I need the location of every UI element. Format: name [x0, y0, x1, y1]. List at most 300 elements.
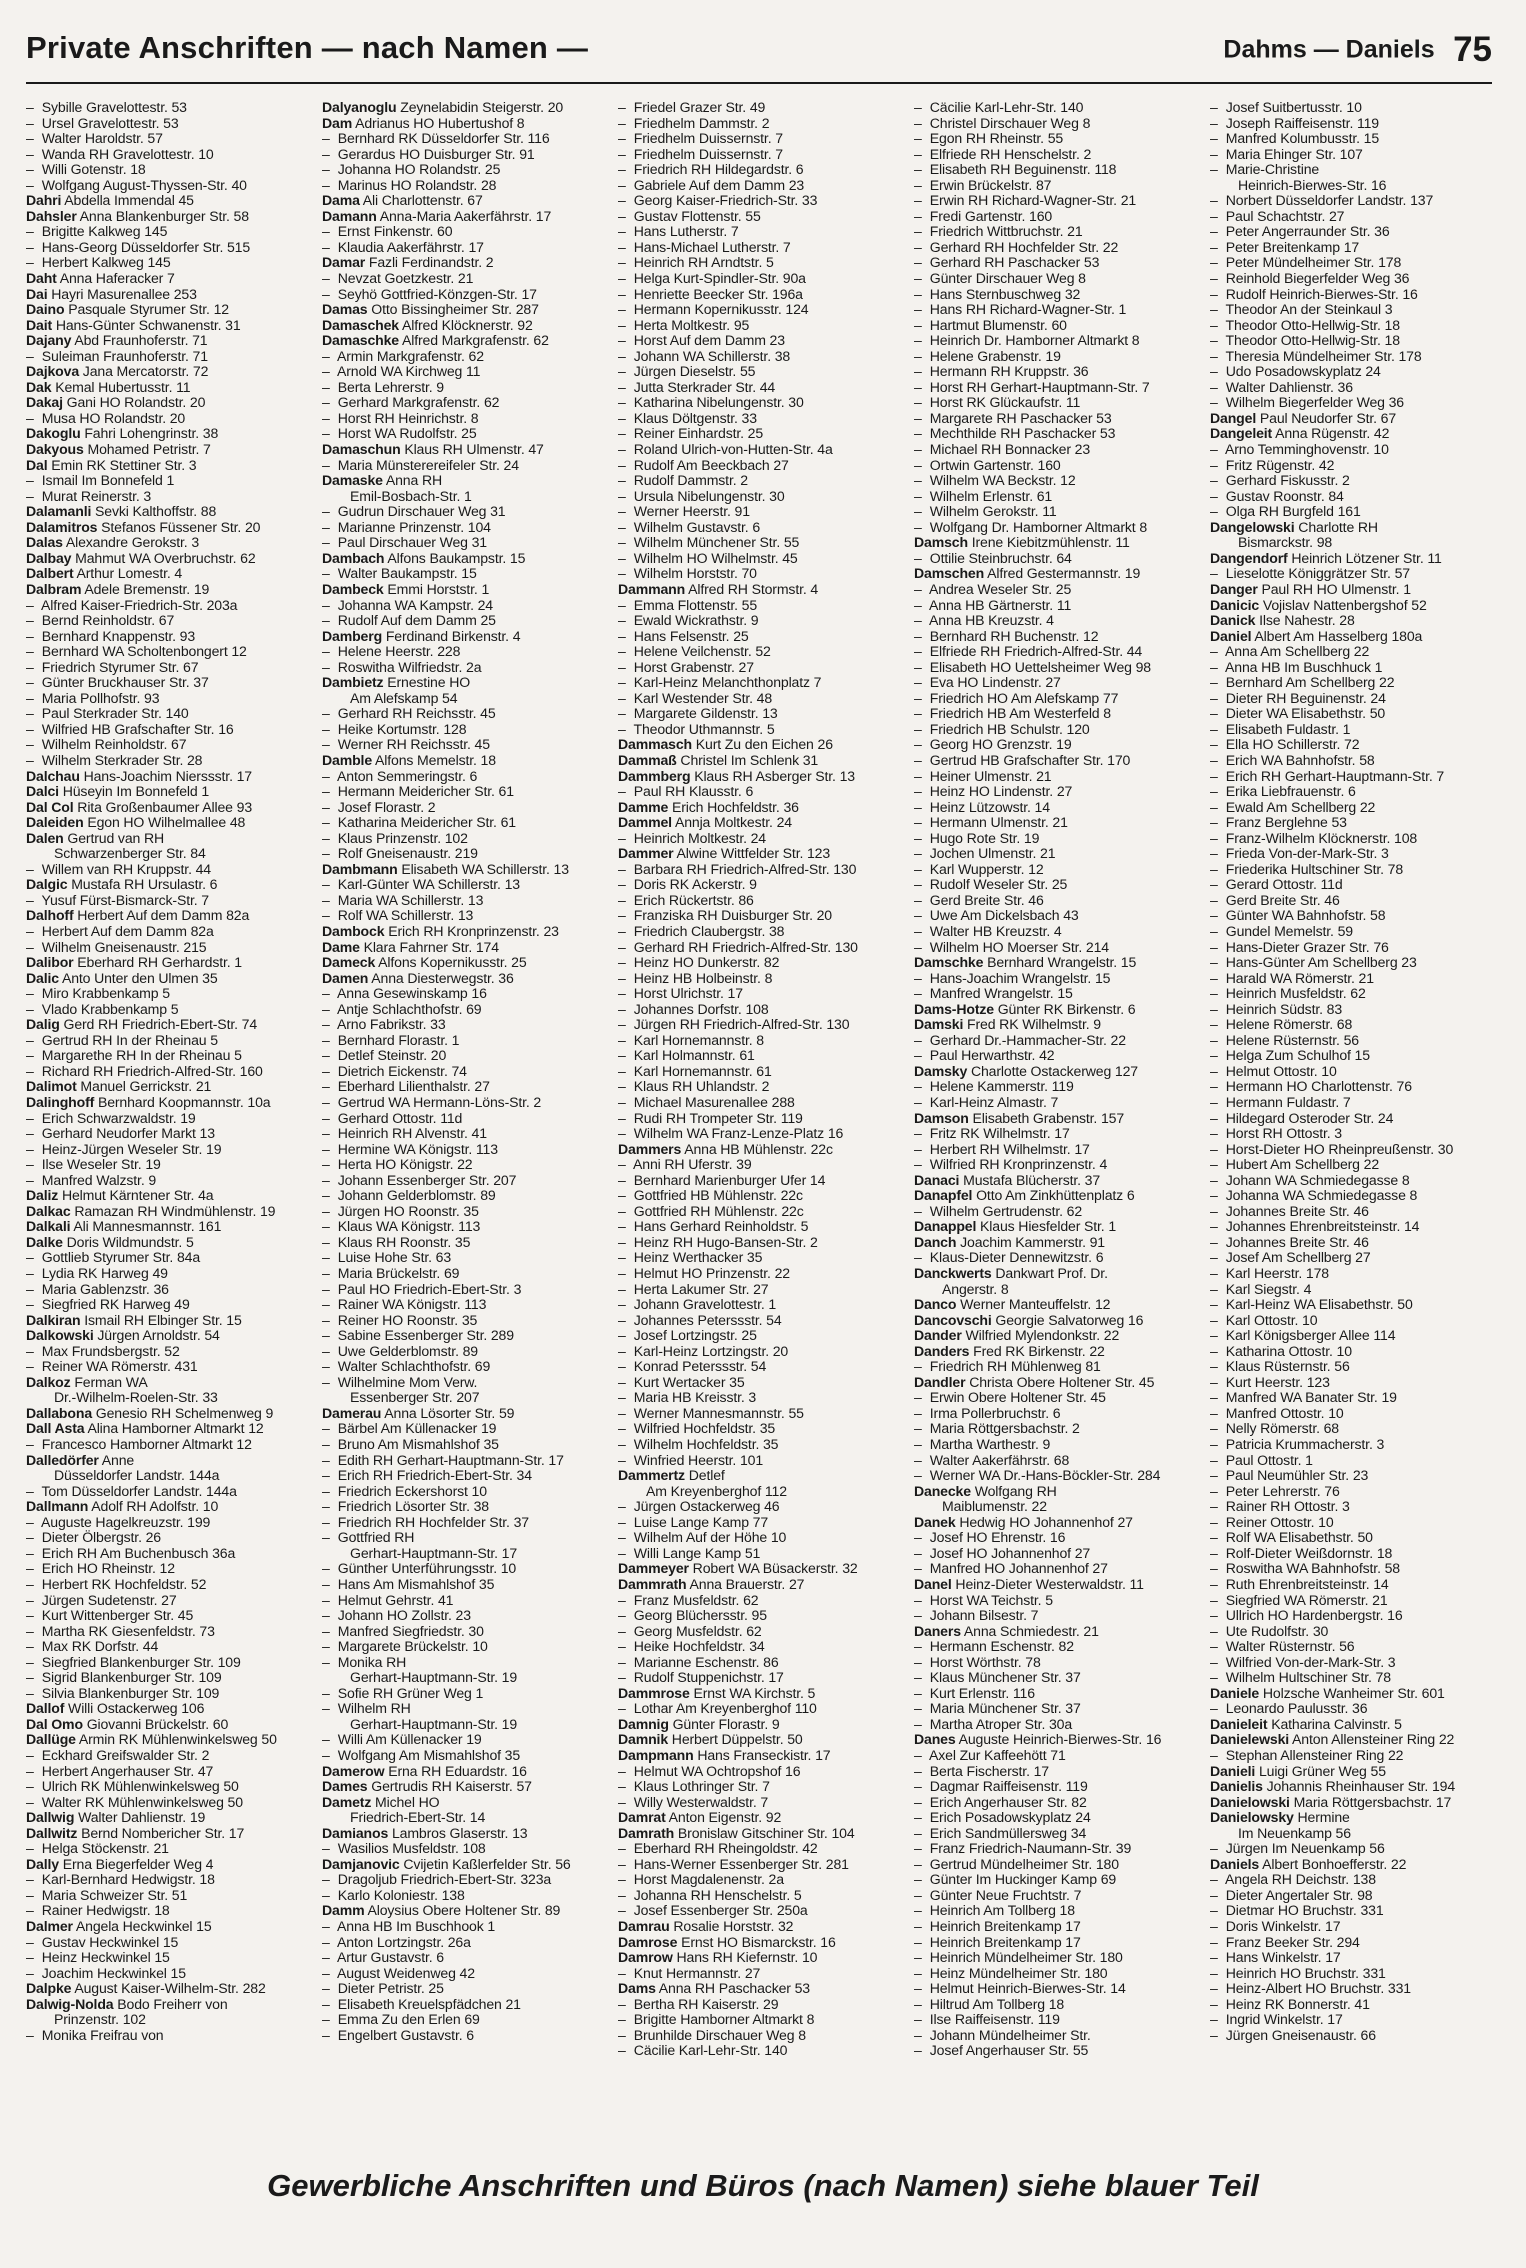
- surname: Dambach: [322, 550, 385, 566]
- entry-text: Doris Wildmundstr. 5: [66, 1234, 194, 1250]
- surname: Dammaß: [618, 752, 677, 768]
- directory-entry: [618, 737, 900, 753]
- directory-entry: [322, 753, 604, 769]
- entry-text: Ortwin Gartenstr. 160: [929, 457, 1061, 473]
- entry-text: Hans-Michael Lutherstr. 7: [633, 239, 791, 255]
- same-surname-dash: –: [322, 1079, 330, 1095]
- directory-entry: [322, 100, 604, 116]
- surname: Dammer: [618, 846, 674, 862]
- surname: Dai: [26, 286, 48, 302]
- same-surname-dash: –: [26, 410, 34, 426]
- entry-text: Wolfgang Dr. Hamborner Altmarkt 8: [929, 519, 1148, 535]
- directory-entry: [618, 224, 900, 240]
- entry-text: Helmut Kärntener Str. 4a: [61, 1188, 214, 1204]
- directory-entry: [322, 1966, 604, 1982]
- same-surname-dash: –: [914, 644, 922, 660]
- same-surname-dash: –: [618, 271, 626, 287]
- directory-entry: [618, 1888, 900, 1904]
- directory-entry: [26, 411, 308, 427]
- entry-text: Erich RH Gerhart-Hauptmann-Str. 7: [1225, 768, 1445, 784]
- directory-entry: [618, 1250, 900, 1266]
- entry-text: Roswitha Wilfriedstr. 2a: [337, 659, 482, 675]
- directory-entry: [322, 1903, 604, 1919]
- directory-entry: [618, 162, 900, 178]
- entry-text: Karl Hornemannstr. 8: [633, 1032, 764, 1048]
- entry-text: Erwin Obere Holtener Str. 45: [929, 1390, 1106, 1406]
- directory-entry: [26, 598, 308, 614]
- same-surname-dash: –: [1210, 908, 1218, 924]
- same-surname-dash: –: [914, 675, 922, 691]
- directory-entry: [1210, 1282, 1492, 1298]
- entry-text: Erich Rückertstr. 86: [633, 892, 754, 908]
- entry-text: Anna Gesewinskamp 16: [337, 986, 487, 1002]
- same-surname-dash: –: [914, 1608, 922, 1624]
- directory-entry: [914, 489, 1196, 505]
- same-surname-dash: –: [618, 675, 626, 691]
- directory-entry: [618, 1359, 900, 1375]
- entry-text: Kurt Zu den Eichen 26: [695, 737, 833, 753]
- directory-entry: [322, 147, 604, 163]
- same-surname-dash: –: [1210, 1514, 1218, 1530]
- entry-text: Walter RK Mühlenwinkelsweg 50: [41, 1794, 243, 1810]
- directory-entry: [26, 1764, 308, 1780]
- same-surname-dash: –: [1210, 1312, 1218, 1328]
- entry-text: Alfred RH Stormstr. 4: [688, 581, 819, 597]
- directory-entry: [618, 349, 900, 365]
- same-surname-dash: –: [618, 1234, 626, 1250]
- directory-entry: [618, 1670, 900, 1686]
- directory-entry: [618, 395, 900, 411]
- directory-entry: [618, 877, 900, 893]
- entry-text: Paul Neumühler Str. 23: [1225, 1468, 1369, 1484]
- same-surname-dash: –: [26, 115, 34, 131]
- same-surname-dash: –: [618, 1421, 626, 1437]
- directory-entry: [618, 1530, 900, 1546]
- entry-text: Erich Sandmüllersweg 34: [929, 1825, 1087, 1841]
- directory-entry: [914, 1157, 1196, 1173]
- directory-entry: [26, 1499, 308, 1515]
- entry-text: Klaus Döltgenstr. 33: [633, 410, 757, 426]
- entry-text: Günter WA Bahnhofstr. 58: [1225, 908, 1386, 924]
- entry-text: Johann Essenberger Str. 207: [337, 1172, 517, 1188]
- same-surname-dash: –: [618, 1701, 626, 1717]
- same-surname-dash: –: [26, 1437, 34, 1453]
- entry-text: Herbert Kalkweg 145: [41, 255, 171, 271]
- same-surname-dash: –: [1210, 224, 1218, 240]
- same-surname-dash: –: [618, 1017, 626, 1033]
- surname: Dandler: [914, 1374, 966, 1390]
- directory-entry: [322, 908, 604, 924]
- entry-text: Harald WA Römerstr. 21: [1225, 970, 1374, 986]
- directory-entry: [618, 1390, 900, 1406]
- same-surname-dash: –: [322, 892, 330, 908]
- entry-text: Gerhard Fiskusstr. 2: [1225, 473, 1350, 489]
- entry-text: Werner RH Reichsstr. 45: [337, 737, 490, 753]
- entry-text: Musa HO Rolandstr. 20: [41, 410, 186, 426]
- entry-text: Franz Beeker Str. 294: [1225, 1934, 1360, 1950]
- directory-entry: [914, 380, 1196, 396]
- entry-text: Dieter RH Beguinenstr. 24: [1225, 690, 1386, 706]
- surname: Dally: [26, 1856, 59, 1872]
- directory-entry: [26, 862, 308, 878]
- entry-text: Ernst HO Bismarckstr. 16: [681, 1934, 836, 1950]
- same-surname-dash: –: [914, 1468, 922, 1484]
- directory-entry: [914, 1266, 1196, 1282]
- entry-text: Ingrid Winkelstr. 17: [1225, 2012, 1343, 2028]
- same-surname-dash: –: [914, 1437, 922, 1453]
- entry-text: Fritz Rügenstr. 42: [1225, 457, 1335, 473]
- directory-entry: [322, 2028, 604, 2044]
- directory-entry: [1210, 566, 1492, 582]
- directory-entry: [322, 442, 604, 458]
- entry-text: Fred RK Wilhelmstr. 9: [967, 1017, 1101, 1033]
- entry-text: Dieter WA Elisabethstr. 50: [1225, 706, 1386, 722]
- directory-entry: [1210, 582, 1492, 598]
- entry-text: Barbara RH Friedrich-Alfred-Str. 130: [633, 861, 857, 877]
- entry-text: Margarethe RH In der Rheinau 5: [41, 1048, 242, 1064]
- same-surname-dash: –: [1210, 768, 1218, 784]
- entry-text: Anton Eigenstr. 92: [668, 1810, 782, 1826]
- directory-entry: [322, 1328, 604, 1344]
- same-surname-dash: –: [1210, 317, 1218, 333]
- directory-entry: [618, 535, 900, 551]
- entry-text: Alwine Wittfelder Str. 123: [676, 846, 831, 862]
- directory-entry: [322, 1577, 604, 1593]
- entry-text: Wilhelm Gustavstr. 6: [633, 519, 761, 535]
- same-surname-dash: –: [26, 1281, 34, 1297]
- directory-entry: [26, 1717, 308, 1733]
- same-surname-dash: –: [1210, 1468, 1218, 1484]
- same-surname-dash: –: [1210, 2012, 1218, 2028]
- directory-entry: [322, 178, 604, 194]
- directory-entry: [26, 100, 308, 116]
- directory-entry: [26, 613, 308, 629]
- directory-entry: [1210, 1577, 1492, 1593]
- directory-entry: [322, 893, 604, 909]
- directory-entry: [1210, 1857, 1492, 1873]
- same-surname-dash: –: [1210, 815, 1218, 831]
- entry-text: Cäcilie Karl-Lehr-Str. 140: [929, 100, 1084, 115]
- directory-entry: [1210, 1701, 1492, 1717]
- surname: Dakoglu: [26, 426, 81, 442]
- entry-text: Gottfried RH: [337, 1530, 415, 1546]
- same-surname-dash: –: [322, 1172, 330, 1188]
- surname: Dammertz: [618, 1468, 685, 1484]
- surname: Dammeyer: [618, 1561, 689, 1577]
- entry-text: Ilse Nahestr. 28: [1259, 613, 1355, 629]
- directory-entry: [618, 1935, 900, 1951]
- entry-text: Klaudia Aakerfährstr. 17: [337, 239, 484, 255]
- directory-entry: [1210, 1375, 1492, 1391]
- directory-entry: [26, 629, 308, 645]
- directory-entry: [914, 924, 1196, 940]
- directory-entry: [914, 147, 1196, 163]
- same-surname-dash: –: [618, 1514, 626, 1530]
- entry-text: Reiner WA Römerstr. 431: [41, 1359, 198, 1375]
- same-surname-dash: –: [914, 970, 922, 986]
- directory-entry: [618, 551, 900, 567]
- same-surname-dash: –: [914, 426, 922, 442]
- entry-text: Sofie RH Grüner Weg 1: [337, 1685, 484, 1701]
- entry-text: Helga Kurt-Spindler-Str. 90a: [633, 271, 806, 287]
- surname: Damianos: [322, 1825, 389, 1841]
- directory-entry: [914, 1344, 1196, 1360]
- entry-text: Wilhelm Sterkrader Str. 28: [41, 752, 203, 768]
- entry-text: Horst WA Teichstr. 5: [929, 1592, 1053, 1608]
- entry-text: Gertrud Mündelheimer Str. 180: [929, 1856, 1119, 1872]
- directory-entry: [322, 1841, 604, 1857]
- page-title: Private Anschriften — nach Namen —: [26, 30, 589, 65]
- same-surname-dash: –: [322, 519, 330, 535]
- entry-text: Bernd Nombericher Str. 17: [81, 1825, 245, 1841]
- surname: Danckwerts: [914, 1266, 992, 1282]
- directory-entry: [1210, 1173, 1492, 1189]
- directory-entry: [1210, 1328, 1492, 1344]
- entry-text: Rolf-Dieter Weißdornstr. 18: [1225, 1545, 1393, 1561]
- same-surname-dash: –: [914, 1654, 922, 1670]
- entry-text: Mahmut WA Overbruchstr. 62: [75, 550, 256, 566]
- same-surname-dash: –: [26, 1110, 34, 1126]
- entry-text: Ruth Ehrenbreitsteinstr. 14: [1225, 1576, 1389, 1592]
- same-surname-dash: –: [322, 1514, 330, 1530]
- entry-text: Maiblumenstr. 22: [942, 1499, 1047, 1515]
- surname: Danaci: [914, 1172, 960, 1188]
- surname: Dalkac: [26, 1203, 71, 1219]
- surname: Dalyanoglu: [322, 100, 397, 115]
- same-surname-dash: –: [1210, 1032, 1218, 1048]
- directory-entry: [618, 1826, 900, 1842]
- entry-text: Jürgen Gneisenaustr. 66: [1225, 2027, 1376, 2043]
- entry-text: Manfred Wrangelstr. 15: [929, 986, 1073, 1002]
- same-surname-dash: –: [618, 1048, 626, 1064]
- directory-entry: [1210, 1437, 1492, 1453]
- directory-entry: [322, 1266, 604, 1282]
- same-surname-dash: –: [1210, 846, 1218, 862]
- same-surname-dash: –: [322, 597, 330, 613]
- same-surname-dash: –: [1210, 302, 1218, 318]
- entry-text: Manfred Siegfriedstr. 30: [337, 1623, 484, 1639]
- entry-text: Rudolf Am Beeckbach 27: [633, 457, 789, 473]
- directory-entry: [1210, 442, 1492, 458]
- directory-entry: [1210, 1561, 1492, 1577]
- same-surname-dash: –: [1210, 1887, 1218, 1903]
- entry-text: Günter Im Huckinger Kamp 69: [929, 1872, 1117, 1888]
- same-surname-dash: –: [618, 1608, 626, 1624]
- directory-entry: [26, 551, 308, 567]
- same-surname-dash: –: [1210, 1328, 1218, 1344]
- entry-text: Johannes Breite Str. 46: [1225, 1234, 1369, 1250]
- entry-text: Adolf RH Adolfstr. 10: [91, 1499, 219, 1515]
- directory-entry: [914, 1204, 1196, 1220]
- directory-entry: [322, 1981, 604, 1997]
- entry-text: Am Alefskamp 54: [350, 690, 458, 706]
- entry-text: Dagmar Raiffeisenstr. 119: [929, 1779, 1088, 1795]
- entry-text: Ottilie Steinbruchstr. 64: [929, 550, 1072, 566]
- directory-entry: [1210, 1732, 1492, 1748]
- entry-text: Ferman WA: [74, 1374, 148, 1390]
- same-surname-dash: –: [1210, 488, 1218, 504]
- entry-text: Ali Mannesmannstr. 161: [73, 1219, 222, 1235]
- directory-entry: [618, 442, 900, 458]
- same-surname-dash: –: [618, 566, 626, 582]
- entry-text: Egon HO Wilhelmallee 48: [87, 815, 246, 831]
- directory-entry: [1210, 1717, 1492, 1733]
- directory-entry: [1210, 426, 1492, 442]
- entry-text: Marie-Christine: [1225, 162, 1320, 178]
- same-surname-dash: –: [322, 131, 330, 147]
- entry-text: Lothar Am Kreyenberghof 110: [633, 1701, 817, 1717]
- directory-entry: [1210, 1779, 1492, 1795]
- surname: Dammers: [618, 1141, 682, 1157]
- entry-text: Bernhard WA Scholtenbongert 12: [41, 644, 247, 660]
- entry-text: Arno Fabrikstr. 33: [337, 1017, 446, 1033]
- surname: Dalkowski: [26, 1328, 94, 1344]
- entry-text: Alfred Gestermannstr. 19: [987, 566, 1141, 582]
- entry-text: Olga RH Burgfeld 161: [1225, 504, 1361, 520]
- entry-text: Helene Veilchenstr. 52: [633, 644, 771, 660]
- directory-entry: [914, 318, 1196, 334]
- directory-entry: [914, 1390, 1196, 1406]
- entry-text: Wilhelm Hultschiner Str. 78: [1225, 1670, 1391, 1686]
- same-surname-dash: –: [322, 846, 330, 862]
- same-surname-dash: –: [618, 706, 626, 722]
- same-surname-dash: –: [26, 1903, 34, 1919]
- same-surname-dash: –: [618, 100, 626, 115]
- surname: Dam: [322, 115, 353, 131]
- same-surname-dash: –: [914, 1390, 922, 1406]
- entry-text: Jutta Sterkrader Str. 44: [633, 379, 776, 395]
- directory-entry: [322, 1919, 604, 1935]
- directory-entry: [618, 1546, 900, 1562]
- directory-entry: [618, 1655, 900, 1671]
- same-surname-dash: –: [26, 923, 34, 939]
- entry-text: Klaus Lothringer Str. 7: [633, 1779, 770, 1795]
- same-surname-dash: –: [1210, 799, 1218, 815]
- entry-text: Elisabeth Grabenstr. 157: [972, 1110, 1125, 1126]
- directory-entry: [618, 520, 900, 536]
- directory-entry: [322, 287, 604, 303]
- surname: Damberg: [322, 628, 383, 644]
- entry-text: Hermann Meidericher Str. 61: [337, 784, 514, 800]
- surname: Damaschun: [322, 442, 401, 458]
- entry-text: Heinz Werthacker 35: [633, 1250, 763, 1266]
- entry-text: Johannis Rheinhauser Str. 194: [1266, 1779, 1456, 1795]
- directory-entry: [322, 815, 604, 831]
- directory-entry: [1210, 706, 1492, 722]
- directory-entry: [322, 955, 604, 971]
- directory-entry: [26, 1950, 308, 1966]
- same-surname-dash: –: [26, 146, 34, 162]
- surname: Dangelowski: [1210, 519, 1295, 535]
- directory-entry: [26, 1453, 308, 1469]
- directory-entry: [618, 1872, 900, 1888]
- same-surname-dash: –: [618, 1157, 626, 1173]
- directory-entry: [322, 551, 604, 567]
- directory-entry: [914, 411, 1196, 427]
- same-surname-dash: –: [1210, 1530, 1218, 1546]
- directory-entry: [1210, 380, 1492, 396]
- directory-entry: [618, 1841, 900, 1857]
- entry-text: Hans Winkelstr. 17: [1225, 1950, 1341, 1966]
- entry-text: Alfred Markgrafenstr. 62: [402, 333, 549, 349]
- directory-entry: [1210, 737, 1492, 753]
- directory-entry: [26, 971, 308, 987]
- same-surname-dash: –: [618, 1063, 626, 1079]
- entry-text: Jürgen HO Roonstr. 35: [337, 1203, 479, 1219]
- surname: Dallmann: [26, 1499, 89, 1515]
- entry-text: Friedrich HB Schulstr. 120: [929, 721, 1090, 737]
- directory-entry: [322, 1717, 604, 1733]
- directory-entry: [26, 1608, 308, 1624]
- entry-text: Anna-Maria Aakerfährstr. 17: [379, 208, 552, 224]
- entry-text: Johann Bilsestr. 7: [929, 1608, 1039, 1624]
- entry-text: Wilhelm Münchener Str. 55: [633, 535, 800, 551]
- directory-entry: [914, 1608, 1196, 1624]
- entry-text: Hans-Dieter Grazer Str. 76: [1225, 939, 1389, 955]
- entry-text: Jürgen Im Neuenkamp 56: [1225, 1841, 1385, 1857]
- directory-entry: [26, 426, 308, 442]
- directory-entry: [26, 2028, 308, 2044]
- entry-text: Sigrid Blankenburger Str. 109: [41, 1670, 222, 1686]
- same-surname-dash: –: [322, 1219, 330, 1235]
- directory-entry: [322, 116, 604, 132]
- entry-text: Erwin Brückelstr. 87: [929, 177, 1052, 193]
- entry-text: Heinrich Dr. Hamborner Altmarkt 8: [929, 333, 1140, 349]
- directory-entry: [914, 893, 1196, 909]
- entry-text: Suleiman Fraunhoferstr. 71: [41, 348, 208, 364]
- directory-entry: [26, 1997, 308, 2013]
- same-surname-dash: –: [322, 737, 330, 753]
- directory-entry: [618, 364, 900, 380]
- entry-text: Ursel Gravelottestr. 53: [41, 115, 179, 131]
- entry-text: Herbert RH Wilhelmstr. 17: [929, 1141, 1090, 1157]
- directory-entry: [618, 706, 900, 722]
- entry-text: Friedrich RH Hildegardstr. 6: [633, 162, 804, 178]
- same-surname-dash: –: [1210, 1670, 1218, 1686]
- directory-entry: [322, 1048, 604, 1064]
- entry-text: Heinrich Moltkestr. 24: [633, 830, 766, 846]
- directory-entry: [914, 1655, 1196, 1671]
- entry-text: Heinrich Südstr. 83: [1225, 1001, 1343, 1017]
- surname: Dalic: [26, 970, 59, 986]
- entry-text: Gerhart-Hauptmann-Str. 17: [350, 1545, 518, 1561]
- entry-text: Heinrich HO Bruchstr. 331: [1225, 1965, 1386, 1981]
- directory-entry: [322, 318, 604, 334]
- entry-text: Gerd Breite Str. 46: [1225, 892, 1340, 908]
- same-surname-dash: –: [322, 1328, 330, 1344]
- surname: Dalimot: [26, 1079, 77, 1095]
- same-surname-dash: –: [1210, 1063, 1218, 1079]
- entry-text: Friedrich HB Am Westerfeld 8: [929, 706, 1111, 722]
- directory-entry: [322, 1359, 604, 1375]
- same-surname-dash: –: [618, 1203, 626, 1219]
- directory-entry: [618, 426, 900, 442]
- entry-text: Francesco Hamborner Altmarkt 12: [41, 1437, 252, 1453]
- surname: Dampmann: [618, 1747, 694, 1763]
- same-surname-dash: –: [322, 395, 330, 411]
- directory-entry: [618, 473, 900, 489]
- same-surname-dash: –: [914, 690, 922, 706]
- directory-entry: [618, 1515, 900, 1531]
- same-surname-dash: –: [914, 830, 922, 846]
- entry-text: Ella HO Schillerstr. 72: [1225, 737, 1360, 753]
- surname: Damrath: [618, 1825, 675, 1841]
- entry-text: Gerhard RH Reichsstr. 45: [337, 706, 496, 722]
- entry-text: Winfried Heerstr. 101: [633, 1452, 764, 1468]
- directory-entry: [618, 1764, 900, 1780]
- directory-entry: [618, 1810, 900, 1826]
- surname: Dalmer: [26, 1918, 73, 1934]
